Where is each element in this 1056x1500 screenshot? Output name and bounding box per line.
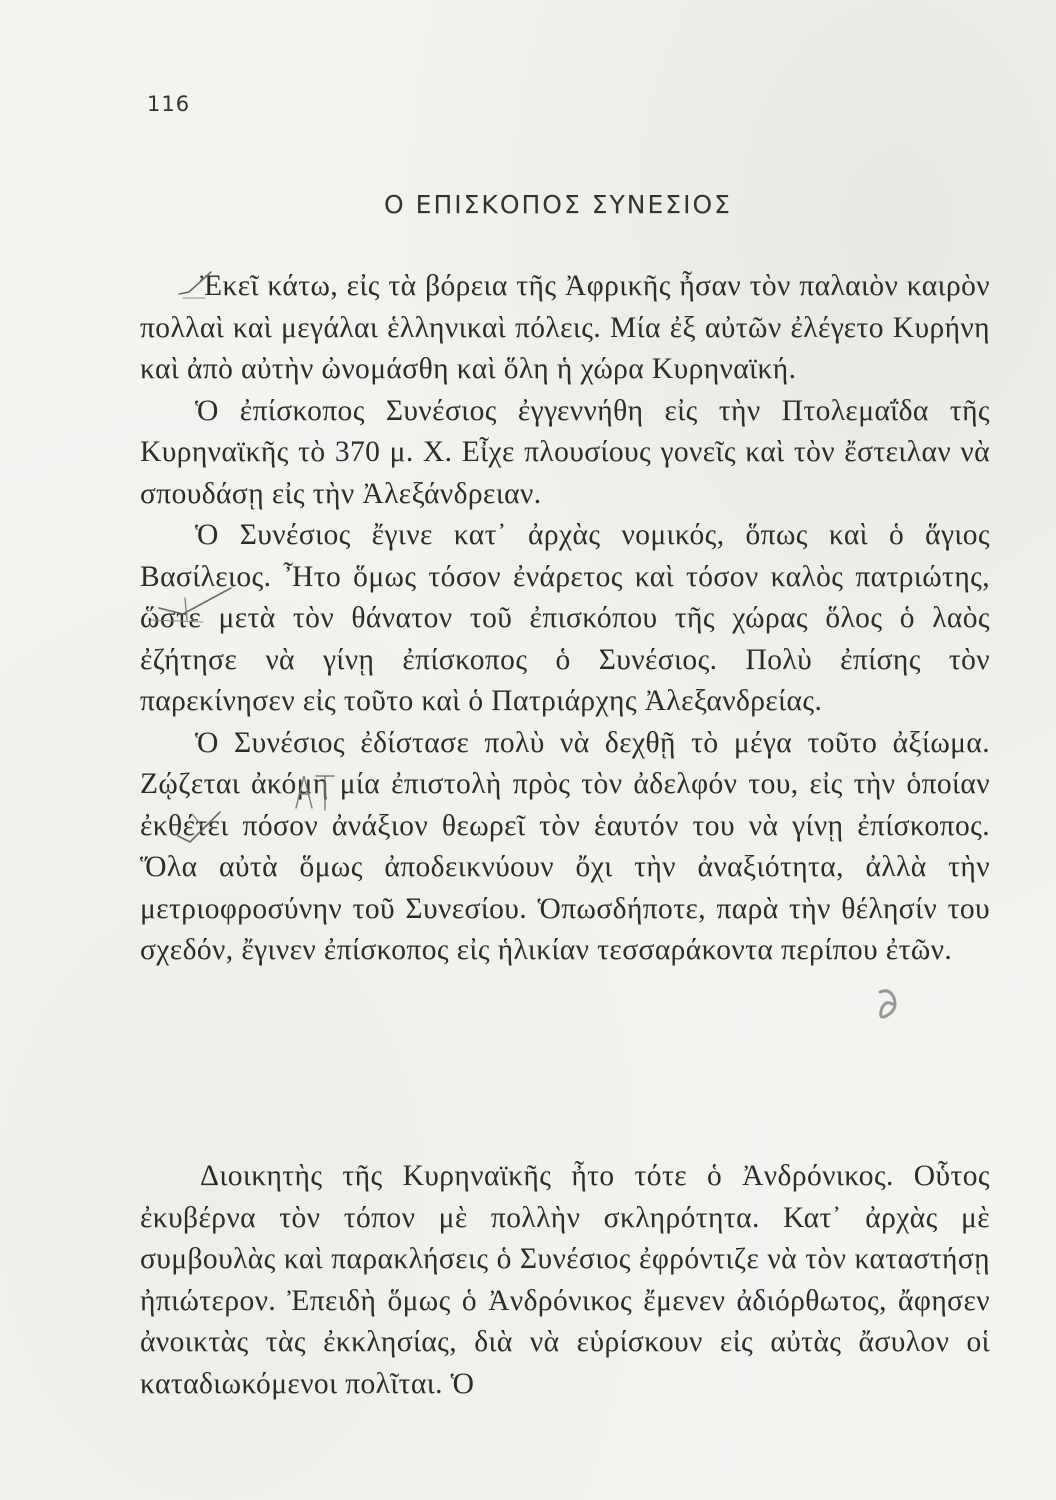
paragraph-1: Ἐκεῖ κάτω, εἰς τὰ βόρεια τῆς Ἀφρικῆς ἦσαν τὸν παλαιὸν καιρὸν πολλαὶ καὶ μεγάλαι ἑλληνικαὶ πόλεις. Μία ἐξ αὐτῶν ἐλέγετο Κυρήνη καὶ ἀπὸ αὐτὴν ὠνομάσθη καὶ ὅλη ἡ χώρα Κυρηναϊκή. [140, 270, 990, 385]
main-text [140, 266, 990, 972]
paragraph-2: Ὁ ἐπίσκοπος Συνέσιος ἐγγεννήθη εἰς τὴν Πτολεμαΐδα τῆς Κυρηναϊκῆς τὸ 370 μ. Χ. Εἶχε πλουσίους γονεῖς καὶ τὸν ἔστειλαν νὰ σπουδάσῃ εἰς τὴν Ἀλεξάνδρειαν. [140, 394, 990, 510]
paragraph-4: Ὁ Συνέσιος ἐδίστασε πολὺ νὰ δεχθῇ τὸ μέγα τοῦτο ἀξίωμα. Ζῴζεται ἀκόμη μία ἐπιστολὴ πρὸς τὸν ἀδελφόν του, εἰς τὴν ὁποίαν ἐκθέτει πόσον ἀνάξιον θεωρεῖ τὸν ἑαυτόν του νὰ γίνῃ ἐπίσκοπος. Ὅλα αὐτὰ ὅμως ἀποδεικνύουν ὄχι τὴν ἀναξιότητα, ἀλλὰ τὴν μετριοφροσύνην τοῦ Συνεσίου. Ὁπωσδήποτε, παρὰ τὴν θέλησίν του σχεδόν, ἔγινεν ἐπίσκοπος εἰς ἡλικίαν τεσσαράκοντα περίπου ἐτῶν. [140, 726, 990, 966]
page-number: 116 [147, 92, 191, 116]
paragraph-5: Διοικητὴς τῆς Κυρηναϊκῆς ἦτο τότε ὁ Ἀνδρόνικος. Οὗτος ἐκυβέρνα τὸν τόπον μὲ πολλὴν σκληρότητα. Κατ᾽ ἀρχὰς μὲ συμβουλὰς καὶ παρακλήσεις ὁ Συνέσιος ἐφρόντιζε νὰ τὸν καταστήσῃ ἠπιώτερον. Ἐπειδὴ ὅμως ὁ Ἀνδρόνικος ἔμενεν ἀδιόρθωτος, ἄφησεν ἀνοικτὰς τὰς ἐκκλησίας, διὰ νὰ εὑρίσκουν εἰς αὐτὰς ἄσυλον οἱ καταδιωκόμενοι πολῖται. Ὁ [140, 1160, 990, 1400]
paragraph-3: Ὁ Συνέσιος ἔγινε κατ᾽ ἀρχὰς νομικός, ὅπως καὶ ὁ ἅγιος Βασίλειος. Ἦτο ὅμως τόσον ἐνάρετος καὶ τόσον καλὸς πατριώτης, ὥστε μετὰ τὸν θάνατον τοῦ ἐπισκόπου τῆς χώρας ὅλος ὁ λαὸς ἐζήτησε νὰ γίνῃ ἐπίσκοπος ὁ Συνέσιος. Πολὺ ἐπίσης τὸν παρεκίνησεν εἰς τοῦτο καὶ ὁ Πατριάρχης Ἀλεξανδρείας. [140, 519, 990, 717]
continued-text [140, 1156, 990, 1405]
pencil-smudge-mark [872, 986, 906, 1026]
chapter-title: Ο ΕΠΙΣΚΟΠΟΣ ΣΥΝΕΣΙΟΣ [384, 190, 732, 219]
